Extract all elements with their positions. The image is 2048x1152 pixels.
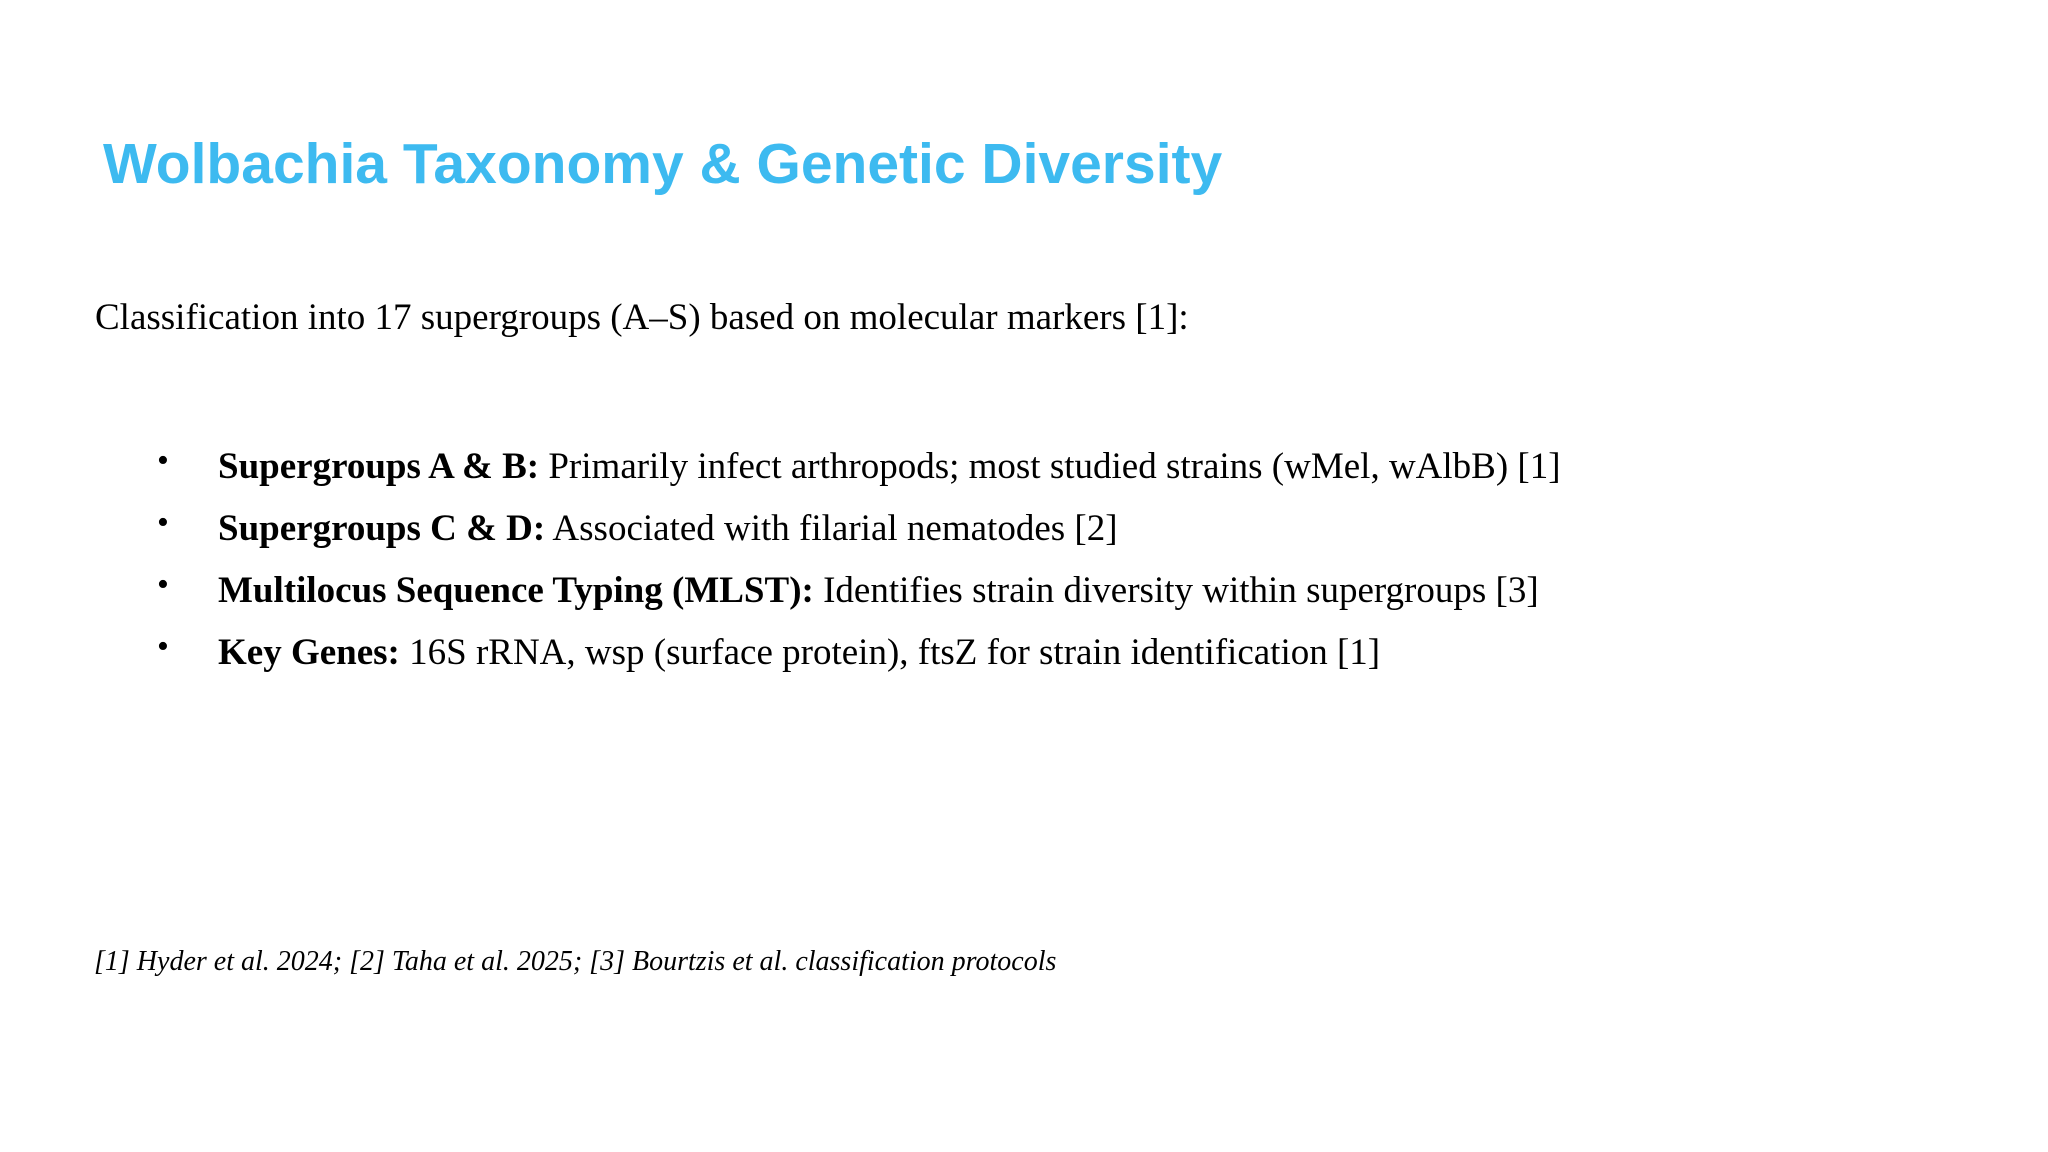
bullet-icon: • — [157, 566, 169, 603]
bullet-text — [218, 444, 1561, 490]
footnote-references: [1] Hyder et al. 2024; [2] Taha et al. 2025; [3] Bourtzis et al. classification protocols — [94, 946, 1057, 977]
bullet-text — [218, 568, 1539, 614]
bullet-body: Primarily infect arthropods; most studied strains (wMel, wAlbB) [1] — [539, 446, 1561, 487]
bullet-heading: Multilocus Sequence Typing (MLST): — [218, 570, 814, 611]
bullet-text — [218, 506, 1118, 552]
intro-text: Classification into 17 supergroups (A–S) based on molecular markers [1]: — [95, 297, 1189, 338]
bullet-body: 16S rRNA, wsp (surface protein), ftsZ for strain identification [1] — [399, 632, 1381, 673]
bullet-text — [218, 630, 1380, 676]
bullet-heading: Key Genes: — [218, 632, 400, 673]
bullet-body: Identifies strain diversity within supergroups [3] — [813, 570, 1539, 611]
bullet-icon: • — [157, 504, 169, 541]
bullet-heading: Supergroups A & B: — [218, 446, 540, 487]
bullet-icon: • — [157, 442, 169, 479]
bullet-heading: Supergroups C & D: — [218, 508, 546, 549]
bullet-body: Associated with filarial nematodes [2] — [545, 508, 1118, 549]
slide-title: Wolbachia Taxonomy & Genetic Diversity — [103, 132, 1223, 196]
bullet-icon: • — [157, 628, 169, 665]
